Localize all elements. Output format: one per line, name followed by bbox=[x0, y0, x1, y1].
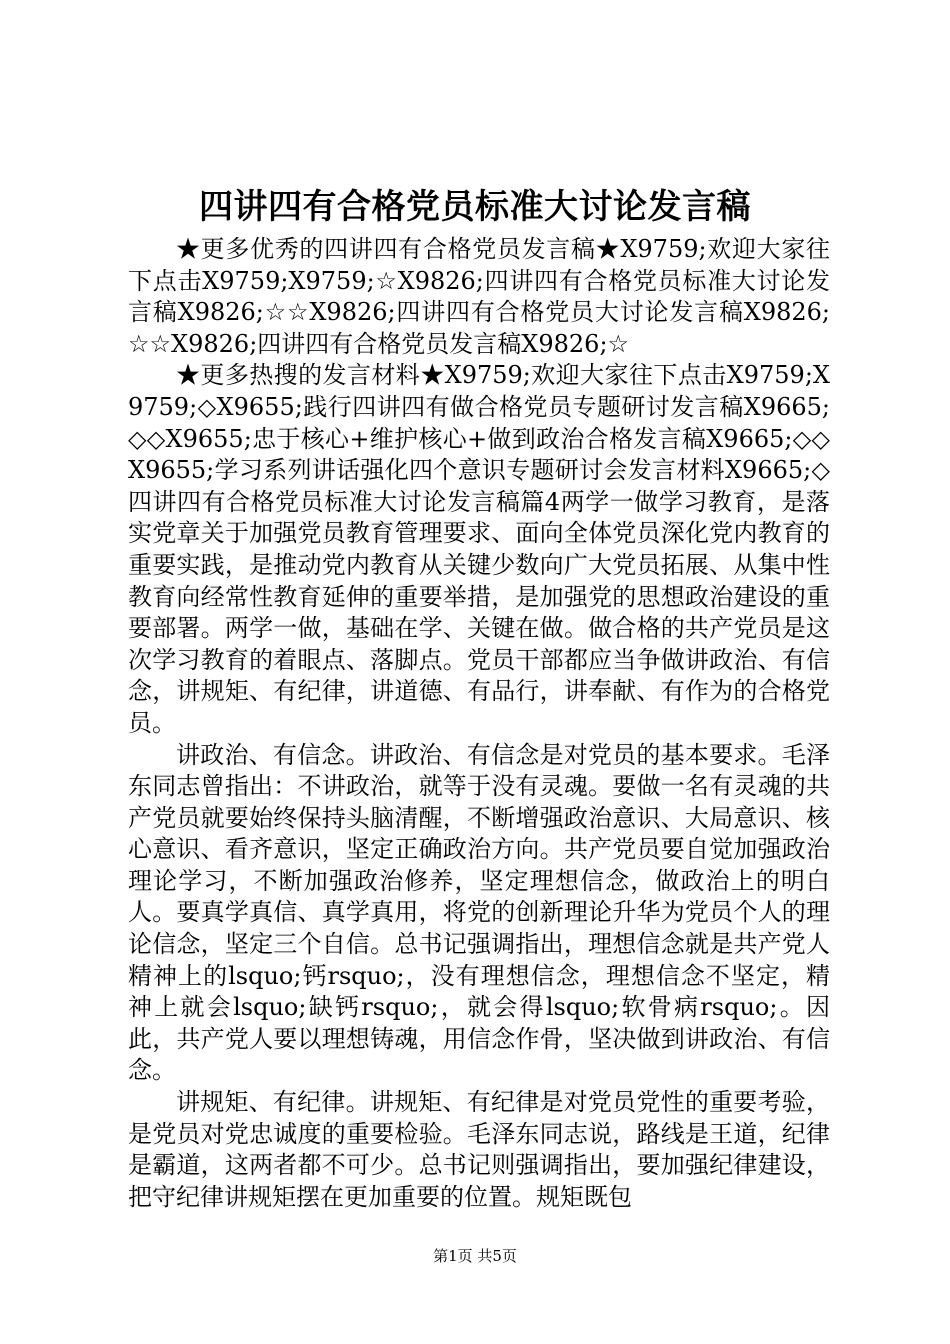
document-title: 四讲四有合格党员标准大讨论发言稿 bbox=[199, 187, 751, 227]
page-number-footer: 第1页 共5页 bbox=[433, 1247, 517, 1265]
paragraph-intro-links: ★更多优秀的四讲四有合格党员发言稿★X9759;欢迎大家往下点击X9759;X9759;☆X9826;四讲四有合格党员标准大讨论发言稿X9826;☆☆X9826;四讲四有合格党员大讨论发言稿X9826;☆☆X9826;四讲四有合格党员发言稿X9826;☆ bbox=[128, 235, 830, 358]
paragraph-hot-materials: ★更多热搜的发言材料★X9759;欢迎大家往下点击X9759;X9759;◇X9655;践行四讲四有做合格党员专题研讨发言稿X9665;◇◇X9655;忠于核心+维护核心+做到政治合格发言稿X9665;◇◇X9655;学习系列讲话强化四个意识专题研讨会发言材料X9665;◇四讲四有合格党员标准大讨论发言稿篇4两学一做学习教育，是落实党章关于加强党员教育管理要求、面向全体党员深化党内教育的重要实践，是推动党内教育从关键少数向广大党员拓展、从集中性教育向经常性教育延伸的重要举措，是加强党的思想政治建设的重要部署。两学一做，基础在学、关键在做。做合格的共产党员是这次学习教育的着眼点、落脚点。党员干部都应当争做讲政治、有信念，讲规矩、有纪律，讲道德、有品行，讲奉献、有作为的合格党员。 bbox=[128, 361, 830, 737]
document-body bbox=[128, 234, 830, 1213]
paragraph-rules-discipline: 讲规矩、有纪律。讲规矩、有纪律是对党员党性的重要考验，是党员对党忠诚度的重要检验。毛泽东同志说，路线是王道，纪律是霸道，这两者都不可少。总书记则强调指出，要加强纪律建设，把守纪律讲规矩摆在更加重要的位置。规矩既包 bbox=[128, 1088, 830, 1211]
paragraph-politics-belief: 讲政治、有信念。讲政治、有信念是对党员的基本要求。毛泽东同志曾指出：不讲政治，就等于没有灵魂。要做一名有灵魂的共产党员就要始终保持头脑清醒，不断增强政治意识、大局意识、核心意识、看齐意识，坚定正确政治方向。共产党员要自觉加强政治理论学习，不断加强政治修养，坚定理想信念，做政治上的明白人。要真学真信、真学真用，将党的创新理论升华为党员个人的理论信念，坚定三个自信。总书记强调指出，理想信念就是共产党人精神上的lsquo;钙rsquo;，没有理想信念，理想信念不坚定，精神上就会lsquo;缺钙rsquo;，就会得lsquo;软骨病rsquo;。因此，共产党人要以理想铸魂，用信念作骨，坚决做到讲政治、有信念。 bbox=[128, 740, 830, 1085]
